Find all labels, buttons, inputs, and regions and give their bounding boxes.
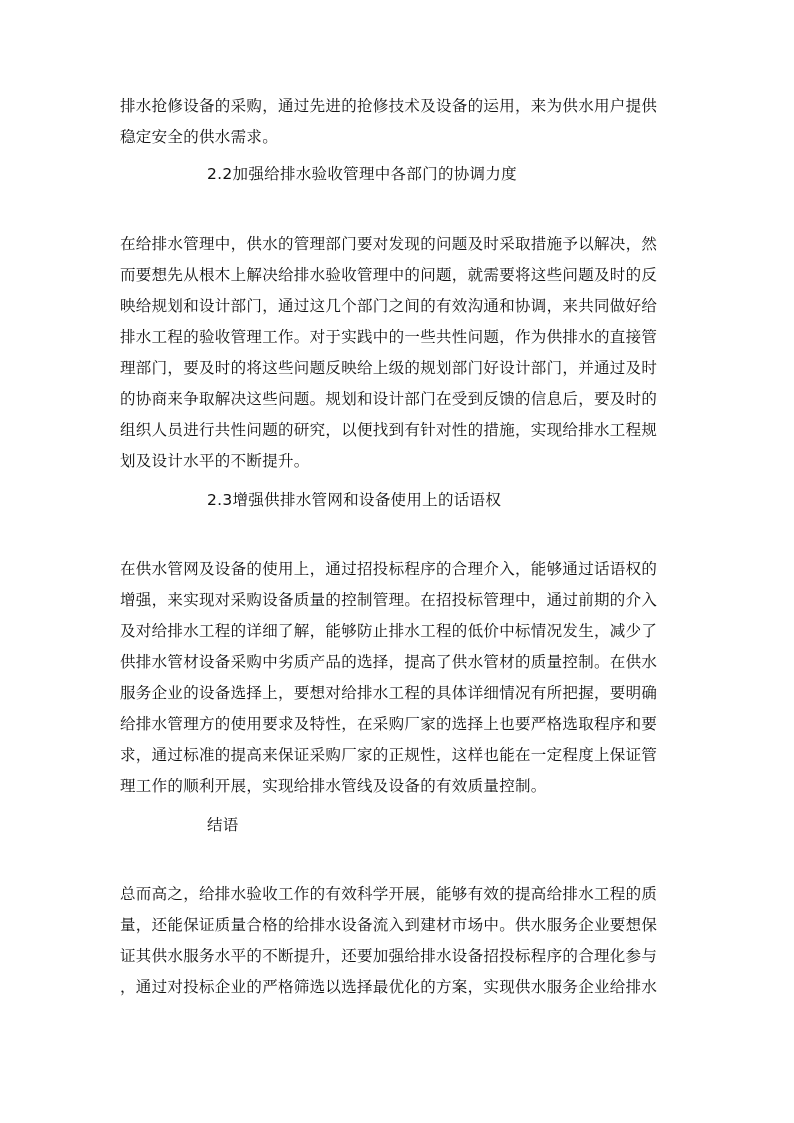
paragraph-line: 及对给排水工程的详细了解，能够防止排水工程的低价中标情况发生，减少了 xyxy=(120,622,658,640)
paragraph-line: 理部门，要及时的将这些问题反映给上级的规划部门好设计部门，并通过及时 xyxy=(120,359,658,377)
paragraph-line: 而要想先从根木上解决给排水验收管理中的问题，就需要将这些问题及时的反 xyxy=(120,266,658,284)
section-heading: 结语 xyxy=(207,816,239,834)
paragraph-line: 理工作的顺利开展，实现给排水管线及设备的有效质量控制。 xyxy=(120,777,547,795)
paragraph-line: 增强，来实现对采购设备质量的控制管理。在招投标管理中，通过前期的介入 xyxy=(120,591,658,609)
section-heading: 2.2加强给排水验收管理中各部门的协调力度 xyxy=(207,165,517,183)
paragraph-line: 划及设计水平的不断提升。 xyxy=(120,452,310,470)
paragraph-line: 证其供水服务水平的不断提升，还要加强给排水设备招投标程序的合理化参与 xyxy=(120,947,658,965)
paragraph-line: 总而高之，给排水验收工作的有效科学开展，能够有效的提高给排水工程的质 xyxy=(120,885,658,903)
paragraph-line: 组织人员进行共性问题的研究，以便找到有针对性的措施，实现给排水工程规 xyxy=(120,421,658,439)
paragraph-line: 给排水管理方的使用要求及特性，在采购厂家的选择上也要严格选取程序和要 xyxy=(120,715,658,733)
paragraph-line: 服务企业的设备选择上，要想对给排水工程的具体详细情况有所把握，要明确 xyxy=(120,684,658,702)
section-heading: 2.3增强供排水管网和设备使用上的话语权 xyxy=(207,491,502,509)
paragraph-line: 的协商来争取解决这些问题。规划和设计部门在受到反馈的信息后，要及时的 xyxy=(120,390,658,408)
paragraph-line: 稳定安全的供水需求。 xyxy=(120,128,279,146)
paragraph-line: ，通过对投标企业的严格筛选以选择最优化的方案，实现供水服务企业给排水 xyxy=(120,978,658,996)
paragraph-line: 在给排水管理中，供水的管理部门要对发现的问题及时采取措施予以解决，然 xyxy=(120,235,658,253)
paragraph-line: 量，还能保证质量合格的给排水设备流入到建材市场中。供水服务企业要想保 xyxy=(120,916,658,934)
paragraph-line: 供排水管材设备采购中劣质产品的选择，提高了供水管材的质量控制。在供水 xyxy=(120,653,658,671)
paragraph-line: 求，通过标准的提高来保证采购厂家的正规性，这样也能在一定程度上保证管 xyxy=(120,746,658,764)
paragraph-line: 在供水管网及设备的使用上，通过招投标程序的合理介入，能够通过话语权的 xyxy=(120,560,658,578)
paragraph-line: 排水工程的验收管理工作。对于实践中的一些共性问题，作为供排水的直接管 xyxy=(120,328,658,346)
paragraph-line: 映给规划和设计部门，通过这几个部门之间的有效沟通和协调，来共同做好给 xyxy=(120,297,658,315)
paragraph-line: 排水抢修设备的采购，通过先进的抢修技术及设备的运用，来为供水用户提供 xyxy=(120,97,658,115)
